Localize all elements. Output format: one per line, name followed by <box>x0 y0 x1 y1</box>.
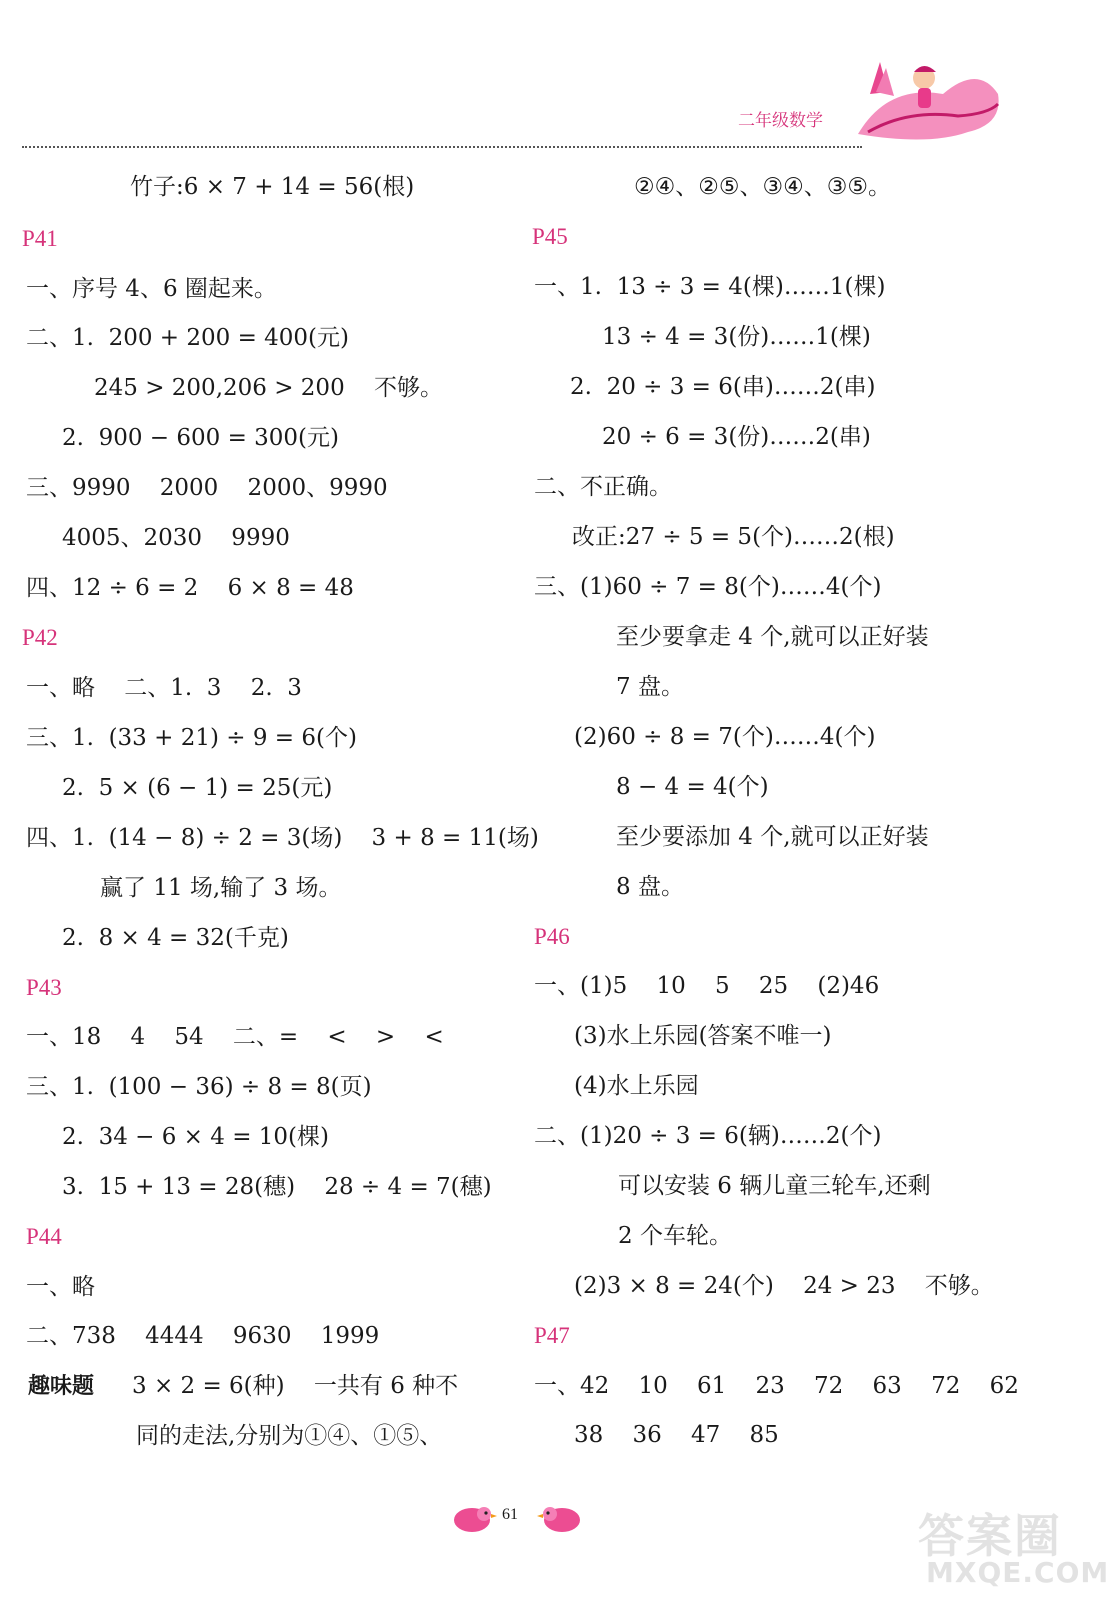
answer-line: 三、1. (33 + 21) ÷ 9 = 6(个) <box>26 725 357 751</box>
answer-line: 8 − 4 = 4(个) <box>616 774 769 800</box>
answer-line: 7 盘。 <box>616 674 684 700</box>
answer-line: (4)水上乐园 <box>574 1073 699 1099</box>
answer-line: 20 ÷ 6 = 3(份)……2(串) <box>602 424 871 450</box>
answer-line: 2. 900 − 600 = 300(元) <box>62 425 339 451</box>
answer-line: 2. 34 − 6 × 4 = 10(棵) <box>62 1124 329 1150</box>
answer-line: 一、略 <box>26 1274 95 1300</box>
header-label: 二年级数学 <box>738 111 823 131</box>
page-ref-p43: P43 <box>26 975 62 1000</box>
answer-line: 一、42 10 61 23 72 63 72 62 <box>534 1373 1019 1399</box>
watermark-url: MXQE.COM <box>926 1556 1109 1589</box>
answer-line: 四、1. (14 − 8) ÷ 2 = 3(场) 3 + 8 = 11(场) <box>26 825 539 851</box>
answer-line: 赢了 11 场,输了 3 场。 <box>100 875 342 901</box>
answer-line: 三、(1)60 ÷ 7 = 8(个)……4(个) <box>534 574 882 600</box>
page-number: 61 <box>502 1506 518 1523</box>
answer-line: 2. 8 × 4 = 32(千克) <box>62 925 289 951</box>
answer-line: 可以安装 6 辆儿童三轮车,还剩 <box>618 1173 931 1199</box>
answer-line: 四、12 ÷ 6 = 2 6 × 8 = 48 <box>26 575 354 601</box>
bird-decoration-icon <box>450 1498 590 1538</box>
page-ref-p47: P47 <box>534 1323 570 1348</box>
answer-line: 2. 20 ÷ 3 = 6(串)……2(串) <box>570 374 876 400</box>
answer-line: 改正:27 ÷ 5 = 5(个)……2(根) <box>572 524 895 550</box>
page-ref-p44: P44 <box>26 1224 62 1249</box>
answer-line: 一、序号 4、6 圈起来。 <box>26 276 277 302</box>
answer-line: 2. 5 × (6 − 1) = 25(元) <box>62 775 333 801</box>
fun-question-label: 趣味题 <box>28 1374 95 1399</box>
answer-line: 二、1. 200 + 200 = 400(元) <box>26 325 349 351</box>
answer-line: (3)水上乐园(答案不唯一) <box>574 1023 832 1049</box>
answer-line: 3 × 2 = 6(种) 一共有 6 种不 <box>132 1373 459 1399</box>
answer-line: 一、略 二、1. 3 2. 3 <box>26 675 302 701</box>
answer-line: 至少要拿走 4 个,就可以正好装 <box>616 624 929 650</box>
answer-line: 8 盘。 <box>616 874 684 900</box>
page-ref-p45: P45 <box>532 224 568 249</box>
answer-line: (2)60 ÷ 8 = 7(个)……4(个) <box>574 724 876 750</box>
answer-line: 一、18 4 54 二、= < > < <box>26 1024 444 1050</box>
girl-on-wave-icon <box>848 54 1008 150</box>
answer-line: (2)3 × 8 = 24(个) 24 > 23 不够。 <box>574 1273 994 1299</box>
answer-line: 至少要添加 4 个,就可以正好装 <box>616 824 929 850</box>
answer-line: 13 ÷ 4 = 3(份)……1(棵) <box>602 324 871 350</box>
answer-line: 三、1. (100 − 36) ÷ 8 = 8(页) <box>26 1074 372 1100</box>
answer-line: ②④、②⑤、③④、③⑤。 <box>634 174 891 200</box>
answer-line: 三、9990 2000 2000、9990 <box>26 475 388 501</box>
page-ref-p41: P41 <box>22 226 58 251</box>
page-ref-p42: P42 <box>22 625 58 650</box>
answer-line: 38 36 47 85 <box>574 1422 779 1448</box>
answer-line: 一、(1)5 10 5 25 (2)46 <box>534 973 880 999</box>
page-ref-p46: P46 <box>534 924 570 949</box>
watermark-logo: 答案圈 <box>918 1509 1062 1563</box>
answer-line: 同的走法,分别为①④、①⑤、 <box>136 1423 443 1449</box>
answer-line: 2 个车轮。 <box>618 1223 732 1249</box>
answer-line: 二、不正确。 <box>534 474 672 500</box>
answer-line: 竹子:6 × 7 + 14 = 56(根) <box>130 174 415 200</box>
answer-line: 二、738 4444 9630 1999 <box>26 1323 380 1349</box>
header-divider <box>22 146 862 148</box>
answer-line: 4005、2030 9990 <box>62 525 290 551</box>
answer-line: 245 > 200,206 > 200 不够。 <box>94 375 443 401</box>
answer-line: 一、1. 13 ÷ 3 = 4(棵)……1(棵) <box>534 274 886 300</box>
answer-line: 3. 15 + 13 = 28(穗) 28 ÷ 4 = 7(穗) <box>62 1174 492 1200</box>
answer-line: 二、(1)20 ÷ 3 = 6(辆)……2(个) <box>534 1123 882 1149</box>
